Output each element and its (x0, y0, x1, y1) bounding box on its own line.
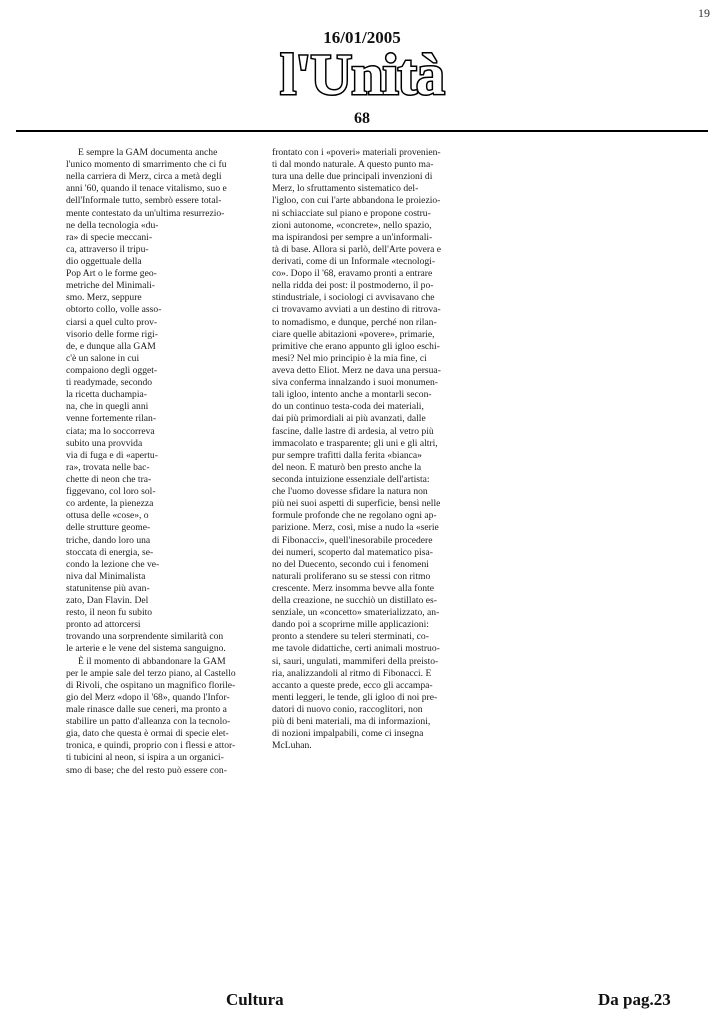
article-line: di nozioni impalpabili, come ci insegna (272, 728, 424, 740)
article-line: ma ispirandosi per sempre a un'informali- (272, 231, 433, 243)
issue-number: 68 (354, 110, 370, 127)
article-line: naturali proliferano su se stessi con ritmo (272, 570, 431, 582)
article-line: nella carriera di Merz, circa a metà degli (66, 171, 222, 183)
article-line: senziale, un «concetto» smaterializzato, an- (272, 607, 440, 619)
article-line: tura una delle due principali invenzioni di (272, 171, 433, 183)
article-line: le arterie e le vene del sistema sanguigno. (66, 643, 226, 655)
article-line: della creazione, ne succhiò un distillato es- (272, 595, 437, 607)
article-line: dell'Informale tutto, sembrò essere total- (66, 195, 222, 207)
article-line: immacolato e trasparente; gli uni e gli altri, (272, 437, 438, 449)
article-line: zioni autonome, «concrete», nello spazio, (272, 219, 432, 231)
article-line: ria, analizzandoli al ritmo di Fibonacci. E (272, 667, 432, 679)
article-line: gia, dato che questa è ormai di specie elet- (66, 728, 229, 740)
article-line: trovando una sorprendente similarità con (66, 631, 224, 643)
article-line: tà di base. Allora si parlò, dell'Arte povera e (272, 243, 442, 255)
article-line: co ardente, la pienezza (66, 498, 154, 510)
article-line: ti readymade, secondo (66, 377, 153, 389)
article-line: Merz, lo sfruttamento sistematico del- (272, 183, 419, 195)
header-divider (16, 130, 708, 132)
article-line: metriche del Minimali- (66, 280, 155, 292)
article-line: delle strutture geome- (66, 522, 151, 534)
article-line: zato, Dan Flavin. Del (66, 595, 149, 607)
article-line: mesi? Nel mio principio è la mia fine, ci (272, 352, 427, 364)
article-line: dio oggettuale della (66, 255, 142, 267)
article-line: ciarsi a quel culto prov- (66, 316, 158, 328)
article-line: dei numeri, scoperto dal matematico pisa- (272, 546, 433, 558)
article-line: male rinasce dalle sue ceneri, ma pronto a (66, 704, 227, 716)
article-line: dai più primordiali ai più avanzati, dalle (272, 413, 426, 425)
article-line: to nomadismo, e dunque, perché non rilan- (272, 316, 437, 328)
newspaper-masthead-logo (0, 46, 724, 104)
article-line: condo la lezione che ve- (66, 558, 160, 570)
article-line: pronto ad attorcersi (66, 619, 141, 631)
article-line: di Fibonacci», quell'inesorabile procedere (272, 534, 433, 546)
article-line: nella ridda dei post: il postmoderno, il po- (272, 280, 434, 292)
article-line: tali igloo, intento anche a montarli secon- (272, 389, 432, 401)
article-line: seconda intuizione essenziale dell'artista: (272, 473, 430, 485)
article-line: frontato con i «poveri» materiali provenien- (272, 147, 441, 158)
article-line: via di fuga e di «apertu- (66, 449, 158, 461)
article-line: l'unico momento di smarrimento che ci fu (66, 159, 227, 171)
article-line: resto, il neon fu subito (66, 607, 153, 619)
page-number: 19 (698, 6, 710, 20)
article-line: più di beni materiali, ma di informazioni, (272, 716, 431, 728)
article-line: Pop Art o le forme geo- (66, 268, 157, 280)
article-line: statunitense più avan- (66, 582, 150, 594)
article-line: chette di neon che tra- (66, 473, 152, 485)
article-line: niva dal Minimalista (66, 570, 146, 582)
article-line: ne della tecnologia «du- (66, 219, 159, 231)
article-line: ti tubicini al neon, si ispira a un organici- (66, 752, 224, 764)
article-line: fascine, dalle lastre di ardesia, al vetro più (272, 425, 434, 437)
article-line: stabilire un patto d'alleanza con la tecnolo- (66, 716, 231, 728)
article-line: pur sempre trafitti dalla ferita «bianca» (272, 449, 422, 461)
article-line: l'igloo, con cui l'arte abbandona le proiezio- (272, 195, 441, 207)
article-line: venne fortemente rilan- (66, 413, 157, 425)
issue-date: 16/01/2005 (323, 28, 401, 47)
article-line: più nei suoi aspetti di superficie, bensì nelle (272, 498, 441, 510)
article-line: smo. Merz, seppure (66, 292, 142, 304)
article-line: de, e dunque alla GAM (66, 340, 156, 352)
section-name: Cultura (226, 990, 284, 1009)
article-line: menti leggeri, le tende, gli igloo di noi pre- (272, 691, 438, 703)
article-line: del neon. E maturò ben presto anche la (272, 461, 422, 473)
article-line: ra» di specie meccani- (66, 231, 153, 243)
article-column-2 (272, 147, 458, 752)
article-line: ni schiacciate sul piano e propone costru- (272, 207, 431, 219)
article-line: figgevano, col loro sol- (66, 486, 156, 498)
article-line: co». Dopo il '68, eravamo pronti a entrare (272, 268, 433, 280)
article-line: mente contestato da un'ultima resurrezio- (66, 207, 225, 219)
masthead-wordmark: l'Unità (280, 46, 444, 104)
article-line: per le ampie sale del terzo piano, al Castello (66, 667, 236, 679)
article-line: stindustriale, i sociologi ci avvisavano che (272, 292, 435, 304)
article-line: parizione. Merz, così, mise a nudo la «serie (272, 522, 439, 534)
article-line: na, che in quegli anni (66, 401, 149, 413)
article-line: siva conferma innalzando i suoi monumen- (272, 377, 438, 389)
article-line: anni '60, quando il tenace vitalismo, suo e (66, 183, 227, 195)
article-line: che l'uomo dovesse sfidare la natura non (272, 486, 428, 498)
article-line: ra», trovata nelle bac- (66, 461, 150, 473)
article-line: smo di base; che del resto può essere con- (66, 764, 227, 776)
article-line: me tavole didattiche, certi animali mostruo- (272, 643, 440, 655)
article-line: di Rivoli, che ospitano un magnifico florile- (66, 679, 236, 691)
article-line: ottusa delle «cose», o (66, 510, 149, 522)
article-line: ca, attraverso il tripu- (66, 243, 149, 255)
article-line: do un continuo testa-coda dei materiali, (272, 401, 424, 413)
article-line: E sempre la GAM documenta anche (78, 147, 218, 158)
article-line: subito una provvida (66, 437, 143, 449)
continued-from-page: Da pag.23 (598, 990, 671, 1009)
article-line: aveva detto Eliot. Merz ne dava una persua- (272, 364, 441, 376)
article-line: obtorto collo, volle asso- (66, 304, 162, 316)
article-line: primitive che erano appunto gli igloo eschi- (272, 340, 440, 352)
article-line: dando poi a scoprirne mille applicazioni: (272, 619, 429, 631)
article-line: derivati, come di un Informale «tecnologi- (272, 255, 436, 267)
article-line: crescente. Merz insomma bevve alla fonte (272, 582, 434, 594)
article-line: ciare quelle abitazioni «povere», primarie, (272, 328, 435, 340)
article-line: tronica, e quindi, proprio con i flessi e attor- (66, 740, 236, 752)
article-line: c'è un salone in cui (66, 352, 140, 364)
article-line: ci trovavamo avviati a un destino di ritrova- (272, 304, 441, 316)
article-line: È il momento di abbandonare la GAM (78, 655, 226, 667)
article-line: visorio delle forme rigi- (66, 328, 158, 340)
article-line: accanto a queste prede, ecco gli accampa- (272, 679, 433, 691)
article-line: la ricetta duchampia- (66, 389, 147, 401)
article-line: ciata; ma lo soccorreva (66, 425, 155, 437)
article-line: triche, dando loro una (66, 534, 151, 546)
article-line: ti dal mondo naturale. A questo punto ma- (272, 159, 434, 171)
article-line: compaiono degli ogget- (66, 364, 158, 376)
article-line: pronto a stendere su teleri sterminati, co- (272, 631, 429, 643)
article-line: si, sauri, ungulati, mammiferi della preisto- (272, 655, 439, 667)
article-line: McLuhan. (272, 740, 312, 752)
article-line: no del Duecento, secondo cui i fenomeni (272, 558, 429, 570)
article-column-1 (66, 147, 252, 777)
article-line: gio del Merz «dopo il '68», quando l'Infor- (66, 691, 230, 703)
article-line: formule profonde che ne regolano ogni ap- (272, 510, 437, 522)
article-line: datori di nuovo conio, raccoglitori, non (272, 704, 423, 716)
article-line: stoccata di energia, se- (66, 546, 154, 558)
